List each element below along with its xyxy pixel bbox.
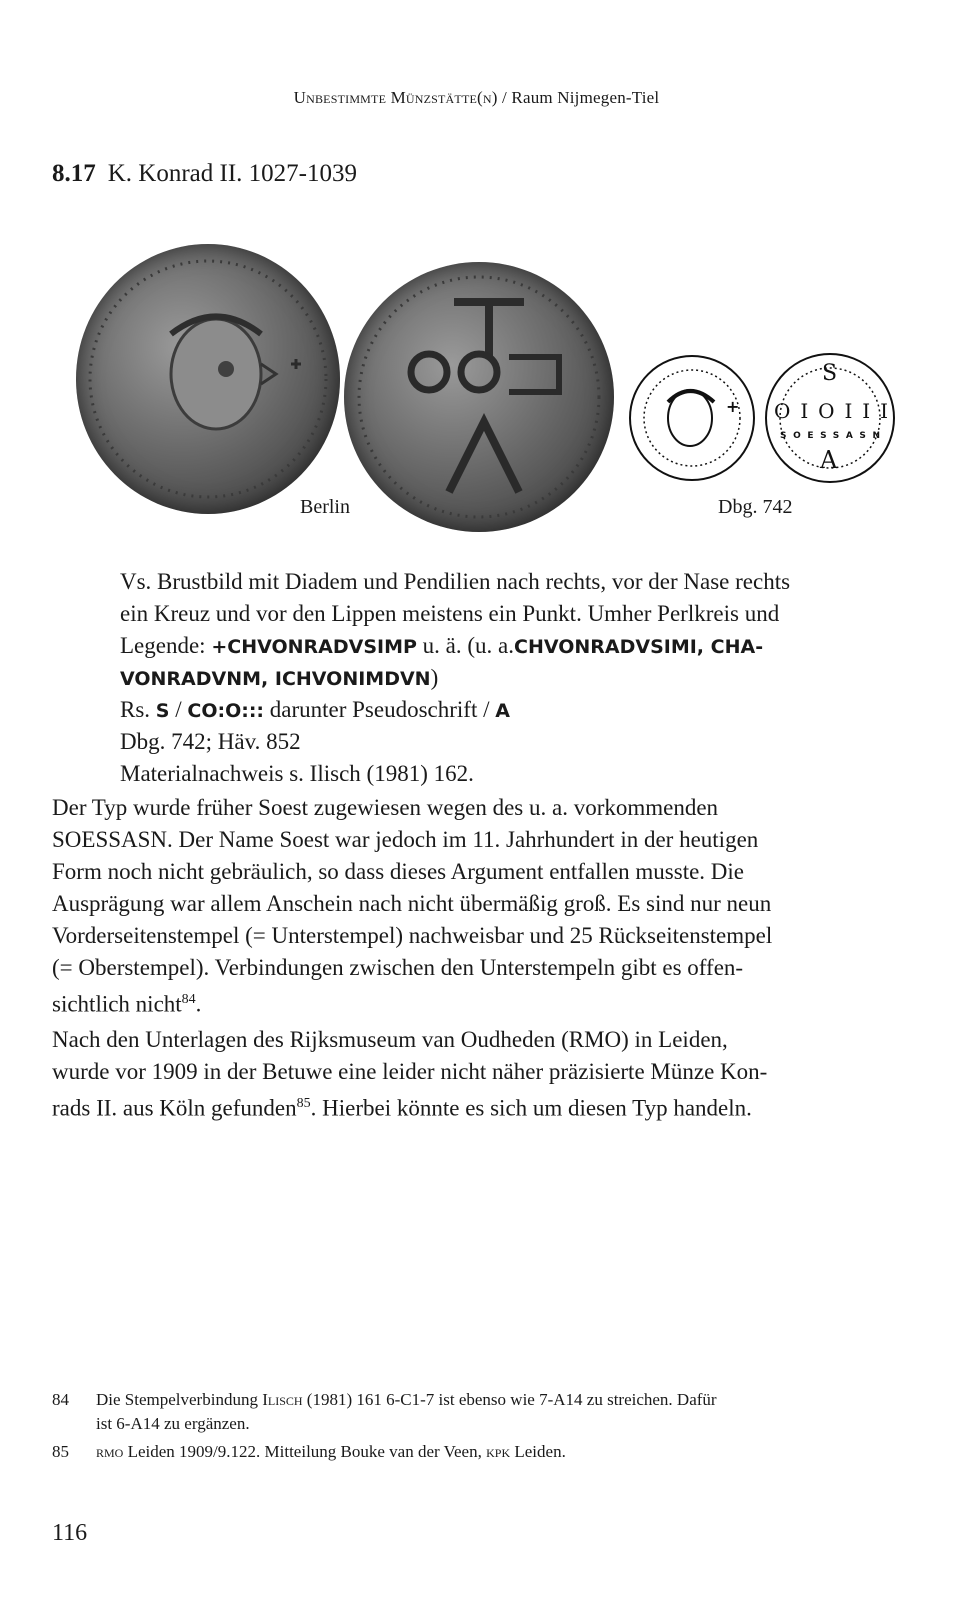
legend-variant-cont: VONRADVNM, ICHVONIMDVN [120, 668, 431, 690]
rs-prefix: Rs. [120, 697, 156, 722]
legend-variant: CHVONRADVSIMI, CHA- [514, 636, 764, 658]
footnote-author: Ilisch [262, 1390, 303, 1409]
running-head-mint: Unbestimmte Münzstätte(n) [293, 88, 498, 107]
rs-symbol-1: S [155, 700, 170, 722]
paragraph-1-line: Form noch nicht gebräulich, so dass dieses Argument entfallen musste. Die [52, 859, 744, 884]
footnote-ref-85[interactable]: 85 [296, 1096, 311, 1111]
paragraph-1-line: Der Typ wurde früher Soest zugewiesen wegen des u. a. vorkommenden [52, 795, 719, 820]
description-references: Dbg. 742; Häv. 852 [120, 729, 301, 754]
paragraph-2-line: Nach den Unterlagen des Rijksmuseum van Oudheden (RMO) in Leiden, [52, 1027, 728, 1052]
rs-symbol-2: A [495, 700, 510, 722]
legend-mid: u. ä. (u. a. [416, 633, 514, 658]
footnote-abbrev: rmo [96, 1442, 124, 1461]
description-legend-line [120, 630, 920, 663]
paragraph-1-last-text: sichtlich nicht [52, 991, 182, 1017]
drawing-reverse-top: S [822, 361, 838, 386]
paragraph-1-period: . [195, 991, 202, 1017]
footnote-number: 85 [52, 1442, 69, 1461]
obverse-portrait-icon [76, 244, 340, 514]
description-line-2: ein Kreuz und vor den Lippen meistens ein Punkt. Umher Perlkreis und [120, 601, 780, 626]
footnote-85 [52, 1440, 922, 1464]
rs-legend: CO:O::: [187, 700, 265, 722]
paragraph-2-last-line [52, 1088, 920, 1125]
drawing-obverse-cross: + [726, 397, 740, 416]
running-head [0, 88, 953, 108]
entry-title [52, 160, 357, 188]
paragraph-1-line: Vorderseitenstempel (= Unterstempel) nachweisbar und 25 Rückseitenstempel [52, 923, 773, 948]
paragraph-1-line: Ausprägung war allem Anschein nach nicht übermäßig groß. Es sind nur neun [52, 891, 772, 916]
paragraph-1-line: (= Oberstempel). Verbindungen zwischen den Unterstempeln gibt es offen- [52, 955, 744, 980]
footnote-text: Leiden 1909/9.122. Mitteilung Bouke van der Veen, [123, 1442, 487, 1461]
drawing-reverse-lower: SOESSASN [780, 431, 880, 441]
footnote-text: Leiden. [510, 1442, 566, 1461]
description-legend-line-2 [120, 662, 920, 695]
footnote-number: 84 [52, 1390, 69, 1409]
coin-photo-obverse [76, 244, 340, 514]
drawing-reverse-bottom: A [820, 446, 838, 474]
footnote-ref-84[interactable]: 84 [181, 992, 196, 1007]
paragraph-2-text-b: . Hierbei könnte es sich um diesen Typ handeln. [310, 1095, 752, 1121]
entry-number: 8.17 [52, 160, 96, 187]
rs-sep: / [169, 697, 188, 722]
drawing-reverse-middle: OIOIII [774, 399, 888, 423]
description-line-1: Vs. Brustbild mit Diadem und Pendilien nach rechts, vor der Nase rechts [120, 569, 791, 594]
paragraph-2-text-a: rads II. aus Köln gefunden [52, 1095, 297, 1121]
running-head-region: / Raum Nijmegen-Tiel [497, 88, 660, 107]
drawing-caption: Dbg. 742 [718, 496, 793, 518]
rs-mid: darunter Pseudoschrift / [264, 697, 496, 722]
reverse-design-icon [344, 262, 614, 532]
page-number: 116 [52, 1520, 88, 1546]
photo-caption: Berlin [300, 496, 350, 518]
footnote-84 [52, 1388, 922, 1436]
description-reverse [120, 694, 920, 727]
paragraph-2-line: wurde vor 1909 in der Betuwe eine leider nicht näher präzisierte Münze Kon- [52, 1059, 768, 1084]
paragraph-1-last-line [52, 984, 920, 1021]
entry-ruler: K. Konrad II. 1027-1039 [107, 160, 358, 187]
paragraph-1-line: SOESSASN. Der Name Soest war jedoch im 11. Jahrhundert in der heutigen [52, 827, 759, 852]
coin-drawing-icon [620, 350, 910, 485]
coin-photo-reverse [344, 262, 614, 532]
legend-main: +CHVONRADVSIMP [211, 636, 417, 658]
footnote-abbrev: kpk [486, 1442, 511, 1461]
legend-close: ) [430, 665, 439, 690]
description-material: Materialnachweis s. Ilisch (1981) 162. [120, 761, 474, 786]
footnote-text: (1981) 161 6-C1-7 ist ebenso wie 7-A14 zu streichen. Dafür [302, 1390, 717, 1409]
footnote-continuation: ist 6-A14 zu ergänzen. [96, 1414, 250, 1433]
legend-prefix: Legende: [120, 633, 212, 658]
footnote-text: Die Stempelverbindung [96, 1390, 263, 1409]
